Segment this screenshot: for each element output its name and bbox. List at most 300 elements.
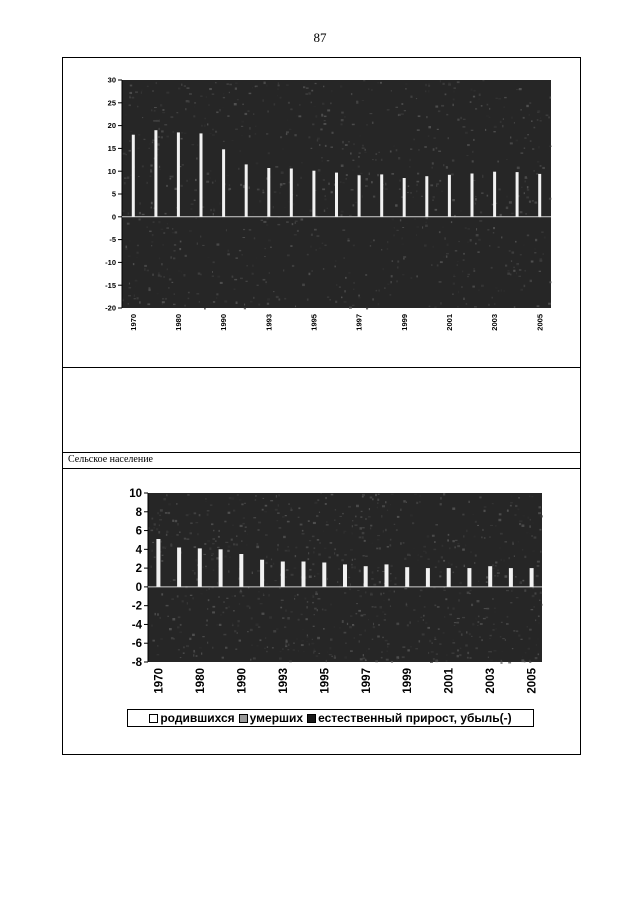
y-tick-label: -5 [109, 235, 116, 245]
texture-speck [431, 651, 434, 653]
texture-speck [387, 646, 388, 648]
texture-speck [207, 540, 210, 542]
texture-speck [528, 648, 530, 650]
texture-speck [465, 544, 466, 546]
texture-speck [238, 620, 240, 622]
texture-speck [237, 625, 239, 627]
texture-speck [276, 628, 278, 630]
texture-speck [344, 531, 347, 532]
texture-speck [490, 525, 493, 526]
texture-speck [195, 559, 197, 561]
texture-speck [278, 504, 279, 506]
bar-births-2000 [426, 568, 430, 587]
texture-speck [390, 539, 391, 541]
y-tick-label: -2 [131, 600, 142, 613]
texture-speck [203, 567, 205, 569]
texture-speck [308, 558, 310, 560]
texture-speck [210, 505, 212, 506]
y-tick-label: -8 [131, 657, 142, 670]
texture-speck [368, 648, 369, 649]
texture-speck [404, 558, 406, 560]
texture-speck [532, 523, 535, 524]
texture-speck [359, 537, 361, 539]
texture-speck [479, 497, 481, 499]
texture-speck [365, 660, 367, 661]
texture-speck [383, 593, 384, 595]
texture-speck [420, 556, 423, 558]
x-tick-label: 2003 [485, 668, 498, 694]
texture-speck [325, 497, 327, 499]
texture-speck [386, 659, 389, 661]
texture-speck [339, 523, 340, 524]
texture-speck [457, 545, 460, 547]
texture-speck [486, 608, 489, 610]
texture-speck [492, 503, 494, 504]
texture-speck [495, 628, 497, 629]
texture-speck [425, 552, 426, 554]
texture-speck [477, 525, 479, 526]
texture-speck [155, 613, 156, 615]
texture-speck [235, 649, 237, 650]
texture-speck [228, 512, 231, 514]
texture-speck [427, 535, 430, 537]
texture-speck [492, 564, 493, 566]
texture-speck [255, 495, 257, 496]
texture-speck [211, 553, 214, 554]
texture-speck [306, 641, 308, 642]
texture-speck [265, 637, 266, 638]
texture-speck [389, 591, 392, 592]
texture-speck [334, 626, 336, 628]
texture-speck [527, 626, 528, 627]
texture-speck [287, 521, 290, 523]
texture-speck [335, 509, 336, 510]
texture-speck [322, 609, 324, 611]
texture-speck [288, 546, 289, 547]
texture-speck [252, 572, 253, 574]
texture-speck [396, 658, 397, 660]
texture-speck [267, 646, 268, 647]
y-tick-label: 10 [129, 488, 142, 501]
texture-speck [508, 662, 511, 663]
texture-speck [192, 597, 194, 599]
texture-speck [258, 598, 260, 600]
texture-speck [330, 604, 332, 606]
texture-speck [509, 557, 510, 559]
texture-speck [505, 541, 508, 542]
y-tick-label: -6 [131, 638, 142, 651]
texture-speck [494, 650, 497, 651]
x-tick-label: 1993 [277, 668, 290, 694]
texture-speck [474, 562, 475, 564]
texture-speck [350, 616, 352, 617]
texture-speck [433, 658, 435, 660]
texture-speck [449, 547, 450, 549]
texture-speck [301, 640, 304, 642]
texture-speck [362, 524, 363, 526]
texture-speck [510, 602, 512, 603]
texture-speck [471, 636, 472, 637]
texture-speck [414, 494, 417, 495]
texture-speck [218, 530, 220, 532]
texture-speck [326, 651, 328, 653]
texture-speck [342, 513, 343, 514]
texture-speck [434, 541, 436, 543]
texture-speck [407, 554, 410, 556]
texture-speck [337, 554, 339, 556]
texture-speck [166, 494, 167, 496]
texture-speck [199, 647, 202, 648]
texture-speck [294, 598, 295, 600]
texture-speck [250, 659, 251, 661]
bar-births-1998 [385, 564, 389, 587]
texture-speck [454, 622, 456, 623]
texture-speck [481, 537, 482, 539]
texture-speck [237, 632, 238, 634]
texture-speck [159, 525, 160, 527]
texture-speck [382, 637, 383, 638]
texture-speck [341, 559, 343, 561]
texture-speck [356, 505, 359, 507]
texture-speck [390, 544, 392, 546]
texture-speck [194, 572, 195, 574]
texture-speck [213, 538, 216, 540]
texture-speck [541, 604, 542, 606]
texture-speck [403, 500, 405, 502]
texture-speck [212, 611, 215, 613]
texture-speck [432, 642, 433, 644]
texture-speck [158, 531, 160, 533]
texture-speck [340, 516, 342, 517]
bar-births-1996 [343, 564, 347, 587]
texture-speck [438, 628, 440, 630]
texture-speck [157, 613, 159, 615]
texture-speck [194, 512, 197, 514]
texture-speck [529, 533, 532, 534]
texture-speck [178, 616, 181, 618]
texture-speck [435, 659, 438, 660]
texture-speck [418, 621, 419, 622]
texture-speck [273, 563, 274, 565]
texture-speck [382, 505, 385, 507]
texture-speck [387, 651, 388, 652]
texture-speck [457, 543, 459, 544]
texture-speck [244, 503, 246, 504]
texture-speck [263, 595, 265, 596]
texture-speck [532, 496, 534, 497]
texture-speck [350, 588, 351, 590]
texture-speck [157, 654, 160, 655]
texture-speck [223, 612, 225, 614]
texture-speck [462, 617, 465, 618]
texture-speck [338, 568, 340, 570]
texture-speck [285, 643, 286, 645]
texture-speck [394, 524, 396, 525]
texture-speck [403, 542, 405, 544]
texture-speck [390, 573, 392, 574]
legend-item-births [149, 711, 234, 725]
texture-speck [417, 554, 419, 555]
texture-speck [371, 578, 374, 579]
texture-speck [502, 638, 505, 639]
texture-speck [533, 606, 535, 608]
texture-speck [266, 556, 268, 558]
texture-speck [520, 581, 522, 582]
texture-speck [516, 630, 518, 632]
texture-speck [231, 539, 233, 541]
x-tick-label: 2003 [490, 313, 500, 331]
texture-speck [247, 605, 250, 607]
texture-speck [536, 638, 539, 640]
texture-speck [227, 550, 229, 552]
texture-speck [469, 501, 470, 503]
y-tick-label: 5 [111, 189, 116, 199]
bar-births-2005 [530, 568, 534, 587]
texture-speck [285, 550, 288, 552]
texture-speck [171, 599, 174, 600]
texture-speck [285, 576, 287, 578]
texture-speck [342, 620, 344, 622]
texture-speck [190, 595, 192, 596]
texture-speck [317, 637, 320, 639]
bar-births-1992 [260, 560, 264, 587]
texture-speck [298, 507, 300, 509]
texture-speck [298, 517, 300, 518]
texture-speck [475, 521, 477, 523]
texture-speck [239, 640, 241, 642]
texture-speck [537, 561, 540, 563]
texture-speck [529, 525, 531, 527]
texture-speck [539, 529, 541, 531]
bar-births-1999 [405, 567, 409, 587]
texture-speck [285, 645, 287, 647]
texture-speck [359, 640, 360, 642]
texture-speck [243, 518, 245, 519]
texture-speck [309, 569, 311, 571]
texture-speck [428, 652, 429, 654]
texture-speck [466, 631, 467, 633]
texture-speck [240, 592, 243, 594]
texture-speck [413, 547, 416, 549]
texture-speck [257, 543, 259, 545]
texture-speck [339, 584, 342, 586]
texture-speck [381, 515, 382, 517]
texture-speck [183, 646, 184, 648]
texture-speck [196, 655, 198, 657]
texture-speck [234, 596, 236, 597]
texture-speck [350, 549, 353, 550]
texture-speck [166, 605, 169, 606]
texture-speck [522, 580, 524, 582]
texture-speck [402, 646, 405, 647]
texture-speck [434, 605, 436, 607]
texture-speck [526, 532, 528, 533]
texture-speck [481, 639, 483, 641]
texture-speck [161, 593, 163, 595]
texture-speck [256, 645, 258, 647]
texture-speck [186, 539, 189, 540]
texture-speck [277, 512, 280, 513]
texture-speck [303, 651, 305, 652]
texture-speck [329, 557, 331, 559]
texture-speck [315, 593, 318, 594]
texture-speck [443, 632, 445, 633]
texture-speck [515, 644, 517, 646]
texture-speck [336, 529, 338, 531]
bar-births-1970 [156, 539, 160, 587]
texture-speck [361, 536, 363, 538]
texture-speck [263, 594, 264, 595]
texture-speck [151, 625, 153, 627]
texture-speck [361, 511, 363, 512]
texture-speck [514, 556, 515, 557]
x-tick-label: 1997 [360, 668, 373, 694]
texture-speck [190, 530, 192, 531]
texture-speck [184, 538, 186, 540]
texture-speck [170, 581, 171, 582]
texture-speck [352, 625, 354, 626]
texture-speck [275, 580, 277, 581]
texture-speck [232, 623, 233, 625]
bar-births-1980 [198, 548, 202, 587]
texture-speck [423, 546, 426, 548]
texture-speck [294, 568, 297, 569]
texture-speck [519, 523, 521, 525]
texture-speck [423, 615, 424, 617]
texture-speck [187, 494, 189, 496]
texture-speck [193, 650, 195, 652]
texture-speck [354, 566, 356, 568]
texture-speck [423, 551, 426, 552]
texture-speck [352, 520, 353, 521]
texture-speck [372, 606, 374, 607]
texture-speck [472, 623, 474, 625]
texture-speck [312, 602, 314, 603]
texture-speck [484, 506, 487, 507]
texture-speck [416, 502, 418, 504]
texture-speck [511, 496, 513, 498]
texture-speck [531, 535, 533, 537]
texture-speck [428, 559, 430, 560]
texture-speck [447, 607, 449, 609]
texture-speck [501, 622, 503, 623]
texture-speck [500, 662, 502, 664]
texture-speck [298, 650, 299, 651]
texture-speck [162, 555, 164, 556]
texture-speck [358, 610, 361, 612]
texture-speck [344, 632, 347, 634]
texture-speck [374, 606, 376, 607]
texture-speck [459, 630, 461, 631]
texture-speck [375, 660, 378, 662]
texture-speck [525, 652, 527, 654]
texture-speck [436, 653, 438, 654]
texture-speck [389, 580, 392, 582]
texture-speck [518, 497, 519, 499]
texture-speck [226, 598, 228, 599]
texture-speck [493, 584, 495, 586]
texture-speck [363, 555, 365, 556]
y-tick-label: 6 [135, 525, 142, 538]
texture-speck [469, 633, 471, 635]
x-tick-label: 1970 [153, 668, 166, 694]
texture-speck [306, 618, 308, 620]
texture-speck [382, 611, 385, 613]
texture-speck [512, 648, 513, 649]
texture-speck [313, 551, 314, 553]
texture-speck [279, 527, 282, 529]
texture-speck [390, 504, 391, 505]
y-tick-label: 15 [107, 144, 116, 154]
texture-speck [494, 611, 497, 613]
texture-speck [387, 546, 389, 547]
texture-speck [290, 648, 291, 649]
texture-speck [391, 565, 393, 567]
texture-speck [266, 583, 267, 584]
texture-speck [177, 626, 180, 628]
texture-speck [165, 547, 166, 549]
texture-speck [373, 626, 375, 628]
texture-speck [229, 557, 230, 559]
texture-speck [475, 618, 477, 620]
texture-speck [169, 628, 172, 630]
texture-speck [377, 570, 379, 571]
texture-speck [157, 645, 158, 646]
texture-speck [159, 519, 162, 520]
texture-speck [282, 516, 284, 517]
texture-speck [381, 593, 382, 595]
texture-speck [470, 551, 472, 553]
texture-speck [182, 600, 184, 602]
texture-speck [490, 635, 492, 636]
texture-speck [223, 601, 224, 603]
texture-speck [356, 613, 358, 614]
texture-speck [355, 524, 358, 526]
texture-speck [397, 656, 400, 657]
texture-speck [240, 525, 243, 527]
texture-speck [513, 632, 516, 634]
texture-speck [186, 514, 189, 516]
texture-speck [312, 596, 314, 597]
texture-speck [312, 563, 314, 565]
texture-speck [204, 543, 206, 545]
texture-speck [511, 588, 514, 590]
texture-speck [377, 535, 380, 536]
texture-speck [381, 657, 383, 659]
texture-speck [354, 559, 355, 560]
texture-speck [384, 614, 386, 615]
texture-speck [524, 589, 526, 591]
texture-speck [427, 627, 430, 629]
texture-speck [494, 575, 496, 576]
texture-speck [489, 638, 491, 639]
texture-speck [433, 587, 436, 588]
texture-speck [440, 497, 442, 499]
texture-speck [537, 565, 540, 567]
texture-speck [384, 619, 386, 620]
texture-speck [459, 592, 461, 594]
texture-speck [352, 525, 353, 527]
texture-speck [234, 630, 236, 632]
texture-speck [239, 499, 241, 500]
texture-speck [458, 631, 460, 633]
bar-births-2002 [467, 568, 471, 587]
texture-speck [387, 510, 388, 511]
texture-speck [360, 527, 363, 529]
texture-speck [331, 494, 334, 496]
texture-speck [438, 560, 440, 562]
texture-speck [406, 502, 407, 503]
